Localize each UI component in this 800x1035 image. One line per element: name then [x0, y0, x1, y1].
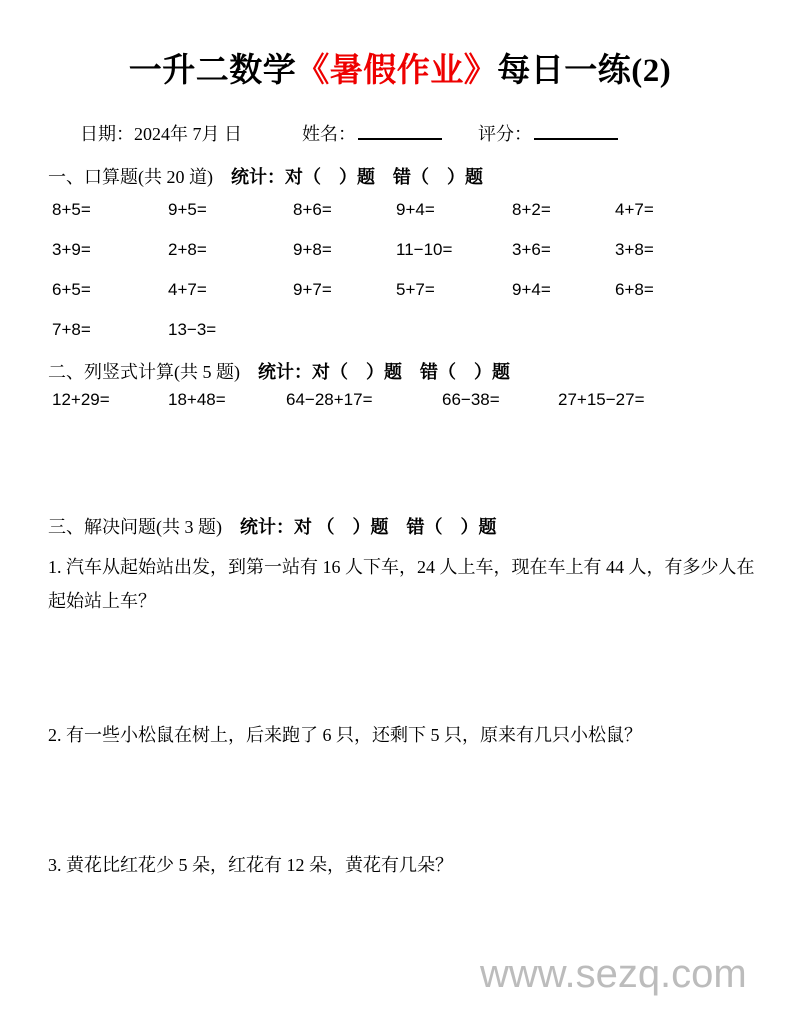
oral-row — [48, 200, 748, 240]
oral-row — [48, 280, 748, 320]
section-heading-word-problems — [48, 513, 497, 539]
oral-row — [48, 240, 748, 280]
title-highlight: 《暑假作业》 — [296, 53, 498, 89]
vertical-problems-grid — [48, 390, 748, 424]
oral-row — [48, 320, 748, 360]
section-2-stats-wrong: 错（ ）题 — [420, 362, 510, 382]
vertical-problem: 64−28+17= — [286, 390, 373, 409]
oral-problem: 3+6= — [512, 240, 551, 259]
name-field[interactable] — [302, 120, 442, 146]
oral-problem: 8+5= — [52, 200, 91, 219]
section-1-stats-wrong: 错（ ）题 — [393, 167, 483, 187]
vertical-problem: 18+48= — [168, 390, 226, 409]
oral-problem: 4+7= — [168, 280, 207, 299]
vertical-problem: 66−38= — [442, 390, 500, 409]
section-2-stats-correct: 统计：对（ ）题 — [258, 362, 402, 382]
oral-problem: 4+7= — [615, 200, 654, 219]
oral-problem: 9+7= — [293, 280, 332, 299]
oral-problem: 9+4= — [512, 280, 551, 299]
vertical-row — [48, 390, 748, 424]
section-heading-vertical — [48, 358, 510, 384]
section-heading-oral — [48, 163, 483, 189]
oral-problem: 13−3= — [168, 320, 217, 339]
score-field[interactable] — [478, 120, 618, 146]
oral-problem: 7+8= — [52, 320, 91, 339]
section-1-title: 一、口算题(共 20 道) — [48, 167, 213, 187]
title-prefix: 一升二数学 — [128, 53, 297, 89]
section-1-stats-correct: 统计：对（ ）题 — [231, 167, 375, 187]
meta-row — [80, 120, 740, 146]
oral-problem: 9+5= — [168, 200, 207, 219]
name-label: 姓名： — [302, 124, 356, 144]
oral-problem: 8+6= — [293, 200, 332, 219]
oral-problem: 6+8= — [615, 280, 654, 299]
oral-problem: 3+8= — [615, 240, 654, 259]
vertical-problem: 27+15−27= — [558, 390, 645, 409]
section-3-stats-correct: 统计：对 （ ）题 — [240, 517, 389, 537]
page-title — [0, 44, 800, 91]
vertical-problem: 12+29= — [52, 390, 110, 409]
score-label: 评分： — [478, 124, 532, 144]
section-3-title: 三、解决问题(共 3 题) — [48, 517, 222, 537]
oral-problem: 9+8= — [293, 240, 332, 259]
oral-problem: 11−10= — [396, 240, 453, 259]
word-problem-2: 2. 有一些小松鼠在树上，后来跑了 6 只，还剩下 5 只，原来有几只小松鼠？ — [48, 725, 642, 745]
oral-problem: 8+2= — [512, 200, 551, 219]
oral-problem: 3+9= — [52, 240, 91, 259]
oral-problem: 6+5= — [52, 280, 91, 299]
oral-problems-grid — [48, 200, 748, 360]
oral-problem: 5+7= — [396, 280, 435, 299]
word-problem-3: 3. 黄花比红花少 5 朵，红花有 12 朵，黄花有几朵？ — [48, 855, 453, 875]
oral-problem: 9+4= — [396, 200, 435, 219]
section-2-title: 二、列竖式计算(共 5 题) — [48, 362, 240, 382]
watermark: www.sezq.com — [480, 952, 747, 996]
date-label: 日期：2024年 7月 日 — [80, 124, 242, 144]
word-problem-1: 1. 汽车从起始站出发，到第一站有 16 人下车，24 人上车，现在车上有 44 人，有多少人在起始站上车？ — [48, 557, 755, 611]
title-suffix: 每日一练(2) — [497, 53, 672, 89]
name-blank-line[interactable] — [358, 124, 442, 140]
oral-problem: 2+8= — [168, 240, 207, 259]
section-3-stats-wrong: 错（ ）题 — [406, 517, 497, 537]
score-blank-line[interactable] — [534, 124, 618, 140]
